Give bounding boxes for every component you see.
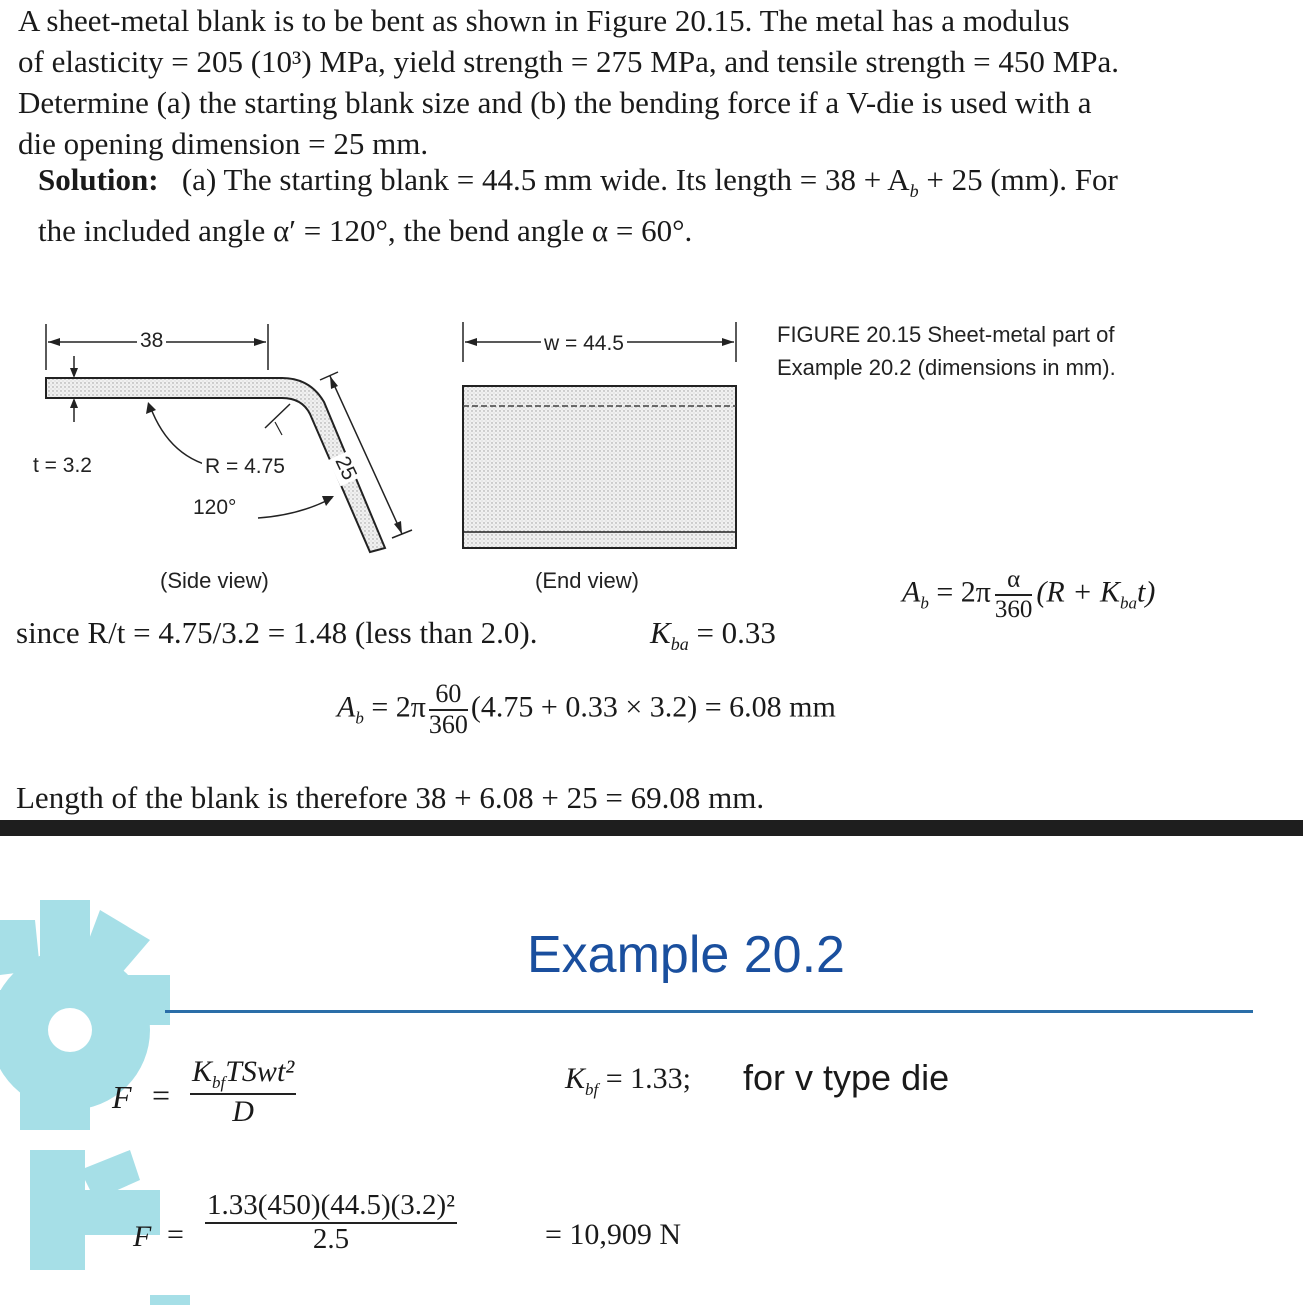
solution-part: + 25 (mm). For — [918, 162, 1118, 197]
fraction-numerator: α — [995, 566, 1033, 596]
dim-label-radius: R = 4.75 — [202, 455, 288, 479]
slide-title: Example 20.2 — [527, 926, 845, 984]
caption-line: FIGURE 20.15 Sheet-metal part of — [777, 322, 1115, 347]
formula-part: (4.75 + 0.33 × 3.2) = 6.08 mm — [470, 690, 836, 724]
slide-divider — [0, 820, 1303, 836]
kbf-symbol: K — [565, 1062, 586, 1095]
solution-line — [38, 160, 1288, 211]
fraction-denominator: 360 — [428, 709, 468, 739]
kbf-sub: bf — [585, 1080, 599, 1099]
figure-caption — [777, 318, 1116, 384]
problem-line: die opening dimension = 25 mm. — [18, 126, 429, 161]
kba-sub: ba — [670, 634, 689, 655]
num-sub: bf — [212, 1073, 226, 1092]
kbf-number: = 1.33; — [598, 1062, 692, 1095]
formula-fraction — [995, 566, 1033, 623]
den-symbol: D — [232, 1094, 254, 1128]
problem-line: Determine (a) the starting blank size and (b) the bending force if a V-die is used with a — [18, 85, 1092, 120]
fraction-numerator — [190, 1055, 296, 1095]
end-view-label: (End view) — [535, 568, 639, 593]
solution-part: (a) The starting blank = 44.5 mm wide. Its length = 38 + A — [181, 162, 910, 197]
calc-result: = 10,909 N — [545, 1218, 682, 1251]
dim-label-38: 38 — [137, 329, 166, 353]
kba-symbol: K — [650, 615, 671, 650]
formula-ab-general — [902, 566, 1155, 623]
fraction-numerator: 1.33(450)(44.5)(3.2)² — [205, 1190, 457, 1224]
solution-line: the included angle α′ = 120°, the bend angle α = 60°. — [38, 213, 693, 249]
formula-part: = 2π — [363, 690, 426, 724]
calc-fraction — [205, 1190, 457, 1256]
formula-symbol: A — [902, 575, 921, 609]
formula-part: (R + K — [1036, 575, 1120, 609]
force-eq: = — [152, 1077, 171, 1113]
end-view-plate — [463, 386, 736, 548]
formula-sub: b — [920, 593, 929, 613]
dim-label-angle: 120° — [190, 496, 239, 520]
calc-symbol: F — [133, 1220, 152, 1253]
num-rest: TSwt² — [225, 1055, 295, 1088]
formula-part: t) — [1136, 575, 1156, 609]
solution-text — [38, 160, 1288, 251]
formula-sub: b — [355, 708, 364, 728]
dim-label-25: 25 — [328, 450, 362, 487]
dim-label-thickness: t = 3.2 — [30, 454, 95, 478]
kbf-note: for v type die — [743, 1057, 950, 1098]
fraction-denominator — [190, 1095, 296, 1128]
kbf-value — [565, 1062, 691, 1100]
fraction-denominator: 2.5 — [312, 1222, 350, 1255]
length-line: Length of the blank is therefore 38 + 6.08 + 25 = 69.08 mm. — [16, 780, 765, 815]
solution-sub: b — [909, 181, 919, 202]
formula-part: = 2π — [928, 575, 991, 609]
force-calculation — [133, 1190, 733, 1285]
formula-sub: ba — [1119, 593, 1137, 613]
force-formula — [108, 1055, 368, 1145]
solution-label: Solution: — [38, 162, 159, 197]
problem-line: A sheet-metal blank is to be bent as shown in Figure 20.15. The metal has a modulus — [18, 3, 1070, 38]
problem-statement — [18, 0, 1288, 164]
kba-value — [650, 615, 776, 655]
calc-eq: = — [167, 1218, 184, 1251]
since-line: since R/t = 4.75/3.2 = 1.48 (less than 2.0). — [16, 615, 538, 650]
formula-ab-computed — [337, 680, 836, 739]
kba-number: = 0.33 — [688, 615, 776, 650]
formula-symbol: A — [337, 690, 356, 724]
num-symbol: K — [192, 1055, 213, 1088]
force-fraction — [190, 1055, 296, 1128]
fraction-denominator: 360 — [994, 595, 1033, 623]
title-rule — [165, 1010, 1253, 1013]
formula-fraction — [429, 680, 468, 739]
dim-label-width: w = 44.5 — [541, 332, 627, 356]
force-symbol: F — [112, 1079, 132, 1115]
fraction-numerator: 60 — [429, 680, 468, 711]
caption-line: Example 20.2 (dimensions in mm). — [777, 355, 1116, 380]
side-view-label: (Side view) — [160, 568, 269, 593]
side-view-drawing — [20, 310, 460, 560]
problem-line: of elasticity = 205 (10³) MPa, yield strength = 275 MPa, and tensile strength = 450 MPa. — [18, 44, 1119, 79]
